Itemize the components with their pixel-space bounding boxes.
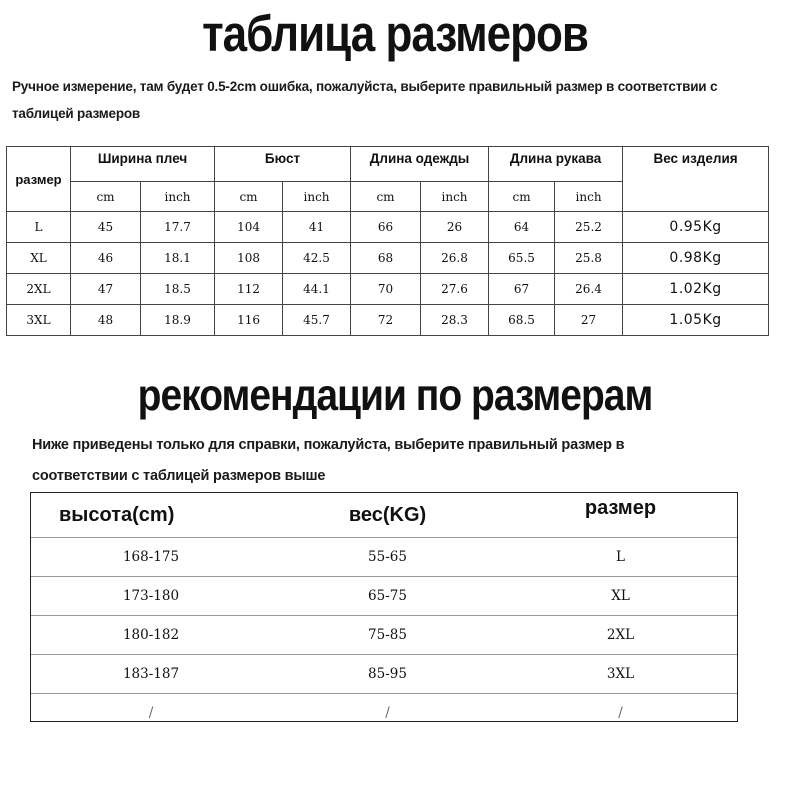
size-recommendation-box	[30, 492, 738, 722]
unit-inch: inch	[555, 182, 623, 212]
size-recommendation-table	[31, 493, 737, 732]
unit-inch: inch	[283, 182, 351, 212]
cell-bust-inch: 42.5	[283, 243, 351, 274]
page-title: таблица размеров	[202, 6, 588, 63]
unit-cm: cm	[71, 182, 141, 212]
unit-cm: cm	[351, 182, 421, 212]
reference-note-line-2: соответствии с таблицей размеров выше	[32, 468, 326, 484]
cell-recommended-size: XL	[504, 577, 737, 616]
cell-sleeve-inch: 25.2	[555, 212, 623, 243]
cell-body-weight: 85-95	[271, 655, 504, 694]
cell-shoulder-cm: 48	[71, 305, 141, 336]
cell-sleeve-cm: 67	[489, 274, 555, 305]
cell-size: XL	[7, 243, 71, 274]
cell-length-inch: 26	[421, 212, 489, 243]
cell-bust-cm: 112	[215, 274, 283, 305]
cell-length-inch: 28.3	[421, 305, 489, 336]
cell-weight: 0.98Kg	[623, 243, 769, 274]
cell-body-weight: 65-75	[271, 577, 504, 616]
cell-recommended-size: /	[504, 694, 737, 733]
table-row	[7, 274, 769, 305]
cell-weight: 0.95Kg	[623, 212, 769, 243]
cell-bust-inch: 45.7	[283, 305, 351, 336]
cell-shoulder-cm: 45	[71, 212, 141, 243]
cell-bust-cm: 104	[215, 212, 283, 243]
cell-bust-cm: 116	[215, 305, 283, 336]
cell-weight: 1.02Kg	[623, 274, 769, 305]
cell-shoulder-inch: 17.7	[141, 212, 215, 243]
cell-length-inch: 27.6	[421, 274, 489, 305]
unit-cm: cm	[215, 182, 283, 212]
header-recommended-size: размер	[584, 497, 657, 519]
cell-height: 168-175	[31, 538, 271, 577]
header-weight: Вес изделия	[623, 147, 769, 212]
size-chart-table	[6, 146, 769, 336]
cell-body-weight: 75-85	[271, 616, 504, 655]
header-height: высота(cm)	[59, 503, 175, 526]
measurement-note-line-1: Ручное измерение, там будет 0.5-2cm ошибка, пожалуйста, выберите правильный размер в соответствии с	[12, 79, 718, 94]
cell-sleeve-cm: 65.5	[489, 243, 555, 274]
cell-length-cm: 70	[351, 274, 421, 305]
cell-recommended-size: 3XL	[504, 655, 737, 694]
table-row	[31, 655, 737, 694]
cell-shoulder-inch: 18.9	[141, 305, 215, 336]
cell-size: 2XL	[7, 274, 71, 305]
table-row	[7, 305, 769, 336]
cell-shoulder-cm: 47	[71, 274, 141, 305]
cell-size: L	[7, 212, 71, 243]
unit-inch: inch	[141, 182, 215, 212]
cell-sleeve-cm: 68.5	[489, 305, 555, 336]
cell-sleeve-cm: 64	[489, 212, 555, 243]
cell-length-inch: 26.8	[421, 243, 489, 274]
measurement-note-line-2: таблицей размеров	[12, 106, 141, 121]
size-table-header-row	[7, 147, 769, 182]
cell-shoulder-inch: 18.1	[141, 243, 215, 274]
cell-length-cm: 66	[351, 212, 421, 243]
cell-body-weight: /	[271, 694, 504, 733]
reference-note-line-1: Ниже приведены только для справки, пожалуйста, выберите правильный размер в	[32, 437, 625, 453]
cell-recommended-size: L	[504, 538, 737, 577]
header-body-weight: вес(KG)	[348, 503, 427, 526]
cell-sleeve-inch: 27	[555, 305, 623, 336]
cell-length-cm: 68	[351, 243, 421, 274]
cell-shoulder-inch: 18.5	[141, 274, 215, 305]
cell-bust-inch: 44.1	[283, 274, 351, 305]
unit-cm: cm	[489, 182, 555, 212]
cell-shoulder-cm: 46	[71, 243, 141, 274]
cell-bust-cm: 108	[215, 243, 283, 274]
cell-length-cm: 72	[351, 305, 421, 336]
table-row	[7, 212, 769, 243]
table-row	[31, 538, 737, 577]
table-row	[31, 694, 737, 733]
recommendation-header-row	[31, 493, 737, 538]
cell-size: 3XL	[7, 305, 71, 336]
cell-body-weight: 55-65	[271, 538, 504, 577]
header-shoulder: Ширина плеч	[71, 147, 215, 182]
cell-height: 173-180	[31, 577, 271, 616]
table-row	[31, 577, 737, 616]
cell-height: /	[31, 694, 271, 733]
unit-inch: inch	[421, 182, 489, 212]
cell-sleeve-inch: 25.8	[555, 243, 623, 274]
header-size: размер	[7, 147, 71, 212]
cell-bust-inch: 41	[283, 212, 351, 243]
cell-sleeve-inch: 26.4	[555, 274, 623, 305]
cell-recommended-size: 2XL	[504, 616, 737, 655]
recommendation-title: рекомендации по размерам	[137, 370, 653, 421]
cell-height: 180-182	[31, 616, 271, 655]
cell-height: 183-187	[31, 655, 271, 694]
header-length: Длина одежды	[351, 147, 489, 182]
cell-weight: 1.05Kg	[623, 305, 769, 336]
table-row	[31, 616, 737, 655]
header-sleeve: Длина рукава	[489, 147, 623, 182]
header-bust: Бюст	[215, 147, 351, 182]
table-row	[7, 243, 769, 274]
